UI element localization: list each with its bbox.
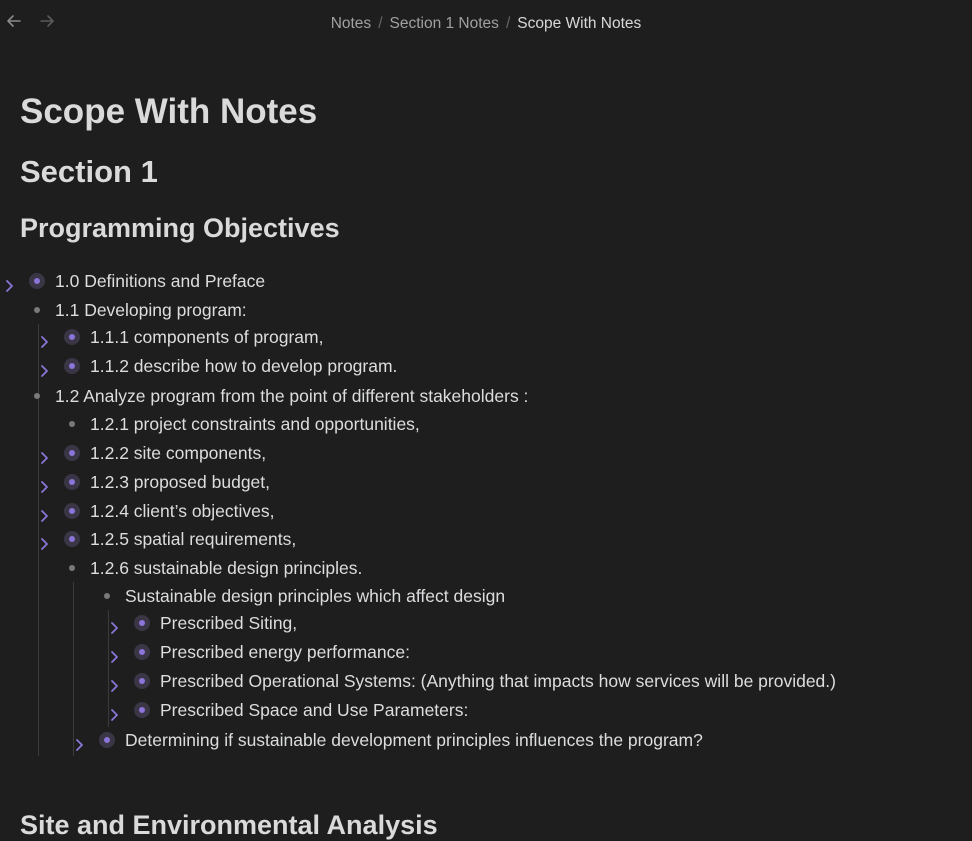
list-item-text[interactable]: 1.1.1 components of program, (90, 327, 324, 347)
bullet-icon[interactable] (69, 421, 75, 427)
next-section-heading: Site and Environmental Analysis (20, 810, 438, 840)
list-item-text[interactable]: 1.2.5 spatial requirements, (90, 529, 297, 549)
list-item-text[interactable]: Determining if sustainable development principles influences the program? (125, 730, 703, 750)
breadcrumb-item-notes[interactable]: Notes (330, 15, 372, 32)
chevron-right-icon[interactable] (108, 674, 122, 688)
bullet-icon[interactable] (34, 393, 40, 399)
breadcrumb-current: Scope With Notes (517, 15, 642, 32)
list-item-text[interactable]: 1.2.4 client’s objectives, (90, 501, 275, 521)
breadcrumb-separator: / (505, 15, 511, 32)
list-item-text[interactable]: Prescribed Space and Use Parameters: (160, 700, 469, 720)
section-heading: Section 1 (20, 154, 158, 189)
chevron-right-icon[interactable] (108, 616, 122, 630)
chevron-right-icon[interactable] (38, 330, 52, 344)
breadcrumb-separator: / (378, 15, 383, 32)
list-item-text[interactable]: 1.2.3 proposed budget, (90, 472, 271, 492)
collapsed-bullet-icon[interactable] (64, 329, 80, 345)
chevron-right-icon[interactable] (38, 475, 52, 489)
collapsed-bullet-icon[interactable] (99, 732, 115, 748)
chevron-right-icon[interactable] (38, 446, 52, 460)
list-item-text[interactable]: 1.1.2 describe how to develop program. (90, 356, 398, 376)
list-item-text[interactable]: 1.1 Developing program: (55, 300, 247, 320)
collapsed-bullet-icon[interactable] (64, 474, 80, 490)
list-item-text[interactable]: Sustainable design principles which affect design (125, 586, 506, 606)
collapsed-bullet-icon[interactable] (29, 273, 45, 289)
list-item-text[interactable]: 1.2.2 site components, (90, 443, 267, 463)
collapsed-bullet-icon[interactable] (134, 644, 150, 660)
collapsed-bullet-icon[interactable] (64, 503, 80, 519)
collapsed-bullet-icon[interactable] (134, 702, 150, 718)
collapsed-bullet-icon[interactable] (64, 358, 80, 374)
collapsed-bullet-icon[interactable] (64, 445, 80, 461)
page-title: Scope With Notes (20, 92, 318, 131)
list-item-text[interactable]: 1.2 Analyze program from the point of different stakeholders : (55, 386, 529, 406)
bullet-icon[interactable] (104, 593, 110, 599)
collapsed-bullet-icon[interactable] (134, 615, 150, 631)
bullet-icon[interactable] (69, 565, 75, 571)
chevron-right-icon[interactable] (3, 274, 17, 288)
indent-guide (73, 582, 74, 756)
chevron-right-icon[interactable] (108, 703, 122, 717)
list-item-text[interactable]: Prescribed energy performance: (160, 642, 410, 662)
chevron-right-icon[interactable] (73, 733, 87, 747)
chevron-right-icon[interactable] (108, 645, 122, 659)
list-item-text[interactable]: Prescribed Siting, (160, 613, 298, 633)
bullet-icon[interactable] (34, 307, 40, 313)
collapsed-bullet-icon[interactable] (64, 531, 80, 547)
list-item-text[interactable]: 1.2.6 sustainable design principles. (90, 558, 363, 578)
list-item-text[interactable]: 1.0 Definitions and Preface (55, 271, 266, 291)
list-item-text[interactable]: Prescribed Operational Systems: (Anything that impacts how services will be provided.) (160, 671, 836, 691)
chevron-right-icon[interactable] (38, 504, 52, 518)
objectives-heading: Programming Objectives (20, 213, 340, 243)
chevron-right-icon[interactable] (38, 359, 52, 373)
collapsed-bullet-icon[interactable] (134, 673, 150, 689)
breadcrumb-item-section-1-notes[interactable]: Section 1 Notes (389, 15, 499, 32)
chevron-right-icon[interactable] (38, 532, 52, 546)
list-item-text[interactable]: 1.2.1 project constraints and opportunities, (90, 414, 420, 434)
